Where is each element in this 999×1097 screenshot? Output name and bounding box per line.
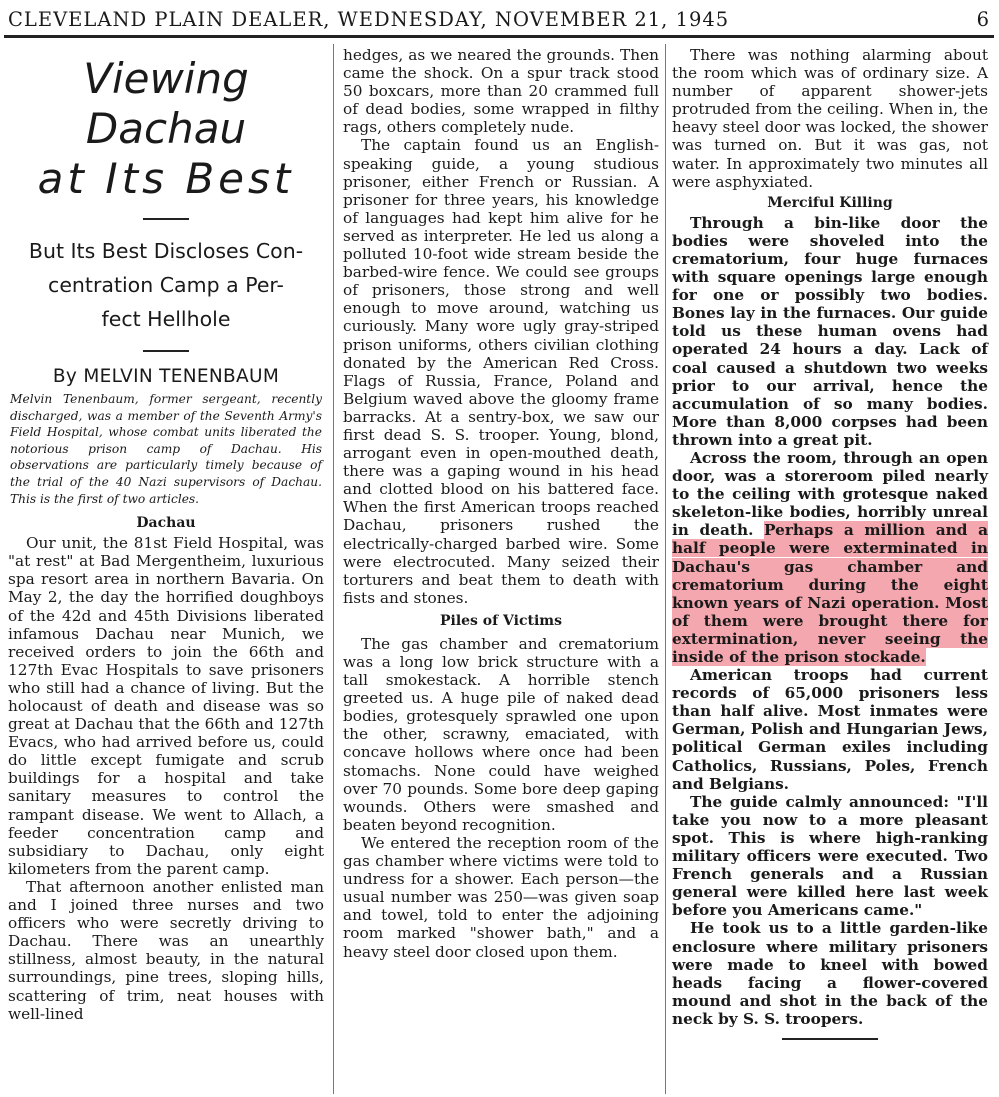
subhead: Piles of Victims — [439, 612, 562, 629]
paragraph: The gas chamber and crematorium was a long low brick structure with a tall smokestack. A horrible stench greeted us. A huge pile of naked dead bodies, grotesquely sprawled one upon the other, scrawny, emaciated, with concave hollows where once had been stomachs. None could have weighed over 70 pounds. Some bore deep gaping wounds. Others were smashed and beaten beyond recognition. — [343, 634, 659, 834]
paragraph: He took us to a little garden-like enclosure where military prisoners were made to kneel with bowed heads facing a flower-covered mound and shot in the back of the neck by S. S. troopers. — [672, 919, 988, 1028]
masthead-rule — [4, 35, 994, 38]
deck-rule — [143, 350, 189, 352]
paragraph: We entered the reception room of the gas chamber where victims were told to undress for a shower. Each person—the usual number was 250—was given soap and towel, told to enter the adjoining room marked "shower bath," and a heavy steel door closed upon them. — [343, 833, 659, 961]
paragraph: The captain found us an English-speaking guide, a young studious prisoner, either French or Russian. A prisoner for three years, his knowledge of languages had kept him alive for he served as interpreter. He led us along a polluted 10-foot wide stream beside the barbed-wire fence. We could see groups of prisoners, those strong and well enough to move around, watching us curiously. Many wore ugly gray-striped prison uniforms, others civilian clothing donated by the American Red Cross. Flags of Russia, France, Poland and Belgium waved above the gloomy frame barracks. At a sentry-box, we saw our first dead S. S. trooper. Young, blond, arrogant even in open-mouthed death, there was a gaping wound in his head and clotted blood on his battered face. When the first American troops reached Dachau, prisoners rushed the electrically-charged barbed wire. Some were electrocuted. Many seized their torturers and beat them to death with fists and stones. — [343, 136, 659, 607]
deck-line: centration Camp a Per- — [48, 273, 284, 297]
headline — [8, 54, 324, 204]
column-3 — [672, 46, 988, 1040]
paragraph: Our unit, the 81st Field Hospital, was "at rest" at Bad Mergentheim, luxurious spa resort area in northern Bavaria. On May 2, the day the horrified doughboys of the 42d and 45th Divisions liberated infamous Dachau near Munich, we received orders to join the 66th and 127th Evac Hospitals to save prisoners who still had a chance of living. But the holocaust of death and disease was so great at Dachau that the 66th and 127th Evacs, who had arrived before us, could do little except fumigate and scrub buildings for a hospital and take sanitary measures to control the rampant disease. We went to Allach, a feeder concentration camp and subsidiary to Dachau, only eight kilometers from the parent camp. — [8, 534, 324, 878]
subhead: Merciful Killing — [767, 194, 893, 211]
column-2 — [343, 46, 659, 961]
headline-line: Viewing Dachau — [83, 54, 249, 153]
deck-line: fect Hellhole — [101, 307, 231, 331]
masthead — [8, 4, 990, 34]
paragraph: There was nothing alarming about the room which was of ordinary size. A number of apparent shower-jets protruded from the ceiling. When in, the heavy steel door was locked, the shower was turned on. But it was gas, not water. In approximately two minutes all were asphyxiated. — [672, 46, 988, 191]
paragraph: The guide calmly announced: "I'll take you now to a more pleasant spot. This is where high-ranking military officers were executed. Two French generals and a Russian general were killed here last week before you Americans came." — [672, 792, 988, 920]
column-divider — [665, 44, 666, 1094]
masthead-title: CLEVELAND PLAIN DEALER, WEDNESDAY, NOVEMBER 21, 1945 — [8, 7, 730, 31]
headline-line: at Its Best — [37, 154, 295, 203]
column-divider — [333, 44, 334, 1094]
end-rule — [782, 1038, 878, 1040]
paragraph: That afternoon another enlisted man and I joined three nurses and two officers who were secretly driving to Dachau. There was an unearthly stillness, almost beauty, in the natural surroundings, pine trees, sloping hills, scattering of trim, neat houses with well-lined — [8, 877, 324, 1023]
paragraph: Through a bin-like door the bodies were shoveled into the crematorium, four huge furnaces with square openings large enough for one or possibly two bodies. Bones lay in the furnaces. Our guide told us these human ovens had operated 24 hours a day. Lack of coal caused a shutdown two weeks prior to our arrival, hence the accumulation of so many bodies. More than 8,000 corpses had been thrown into a great pit. — [672, 213, 988, 449]
paragraph-text: Across the room, through an open door, was a storeroom piled nearly to the ceiling with grotesque naked skeleton-like bodies, horribly unreal in death. — [672, 448, 988, 540]
paragraph — [672, 449, 988, 666]
column-1 — [8, 44, 324, 1023]
byline: By MELVIN TENENBAUM — [52, 366, 280, 387]
highlighted-passage: Perhaps a million and a half people were exterminated in Dachau's gas chamber and crematorium during the eight known years of Nazi operation. Most of them were brought there for extermination, never seeing the inside of the prison stockade. — [672, 521, 988, 666]
paragraph: hedges, as we neared the grounds. Then came the shock. On a spur track stood 50 boxcars, more than 20 crammed full of dead bodies, some wrapped in filthy rags, others completely nude. — [343, 46, 659, 137]
deck-line: But Its Best Discloses Con- — [28, 239, 304, 263]
subhead: Dachau — [136, 515, 196, 532]
paragraph: American troops had current records of 65,000 prisoners less than half alive. Most inmates were German, Polish and Hungarian Jews, political German exiles including Catholics, Russians, Poles, French and Belgians. — [672, 666, 988, 793]
headline-rule — [143, 218, 189, 220]
deck — [8, 234, 324, 336]
page-number: 6 — [976, 7, 990, 31]
editor-note: Melvin Tenenbaum, former sergeant, recently discharged, was a member of the Seventh Army's Field Hospital, whose combat units liberated the notorious prison camp of Dachau. His observations are particularly timely because of the trial of the 40 Nazi supervisors of Dachau. This is the first of two articles. — [10, 392, 322, 506]
